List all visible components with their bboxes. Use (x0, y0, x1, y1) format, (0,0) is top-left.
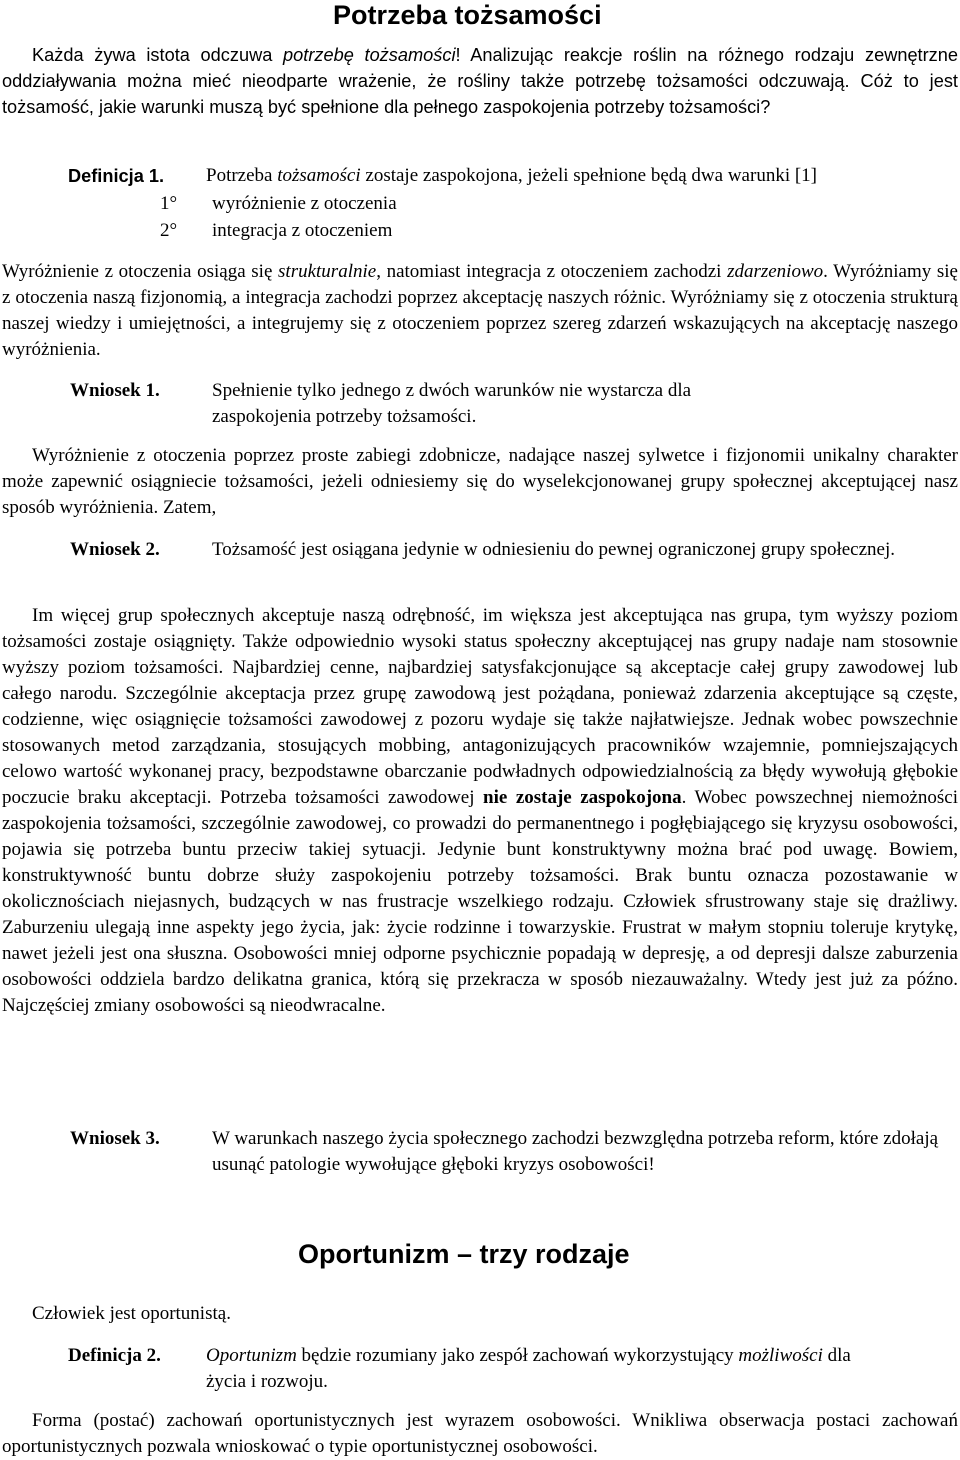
conclusion-1-label: Wniosek 1. (70, 380, 160, 401)
text-run: będzie rozumiany jako zespół zachowań wykorzystujący (296, 1345, 739, 1366)
definition-1-text (206, 163, 958, 189)
emphasis-text: zdarzeniowo (727, 261, 824, 282)
paragraph-opportunism-form (2, 1408, 958, 1460)
text-run: dla życia i rozwoju. (206, 1345, 851, 1392)
text-run: . Wyróżniamy się z otoczenia naszą fizjonomią, a integracja zachodzi poprzez akceptację naszych różnic. Wyróżniamy się z otoczenia strukturą naszej wiedzy i umiejętności, a integrujemy się z otoczeniem poprzez szereg zdarzeń wskazujących na akceptację naszego wyróżnienia. (2, 261, 958, 360)
section-title-identity: Potrzeba tożsamości (333, 0, 602, 30)
emphasis-text: Oportunizm (206, 1345, 297, 1366)
conclusion-2-text (212, 537, 952, 563)
definition-2-label: Definicja 2. (68, 1345, 161, 1366)
emphasis-text: możliwości (738, 1345, 823, 1366)
definition-1-label: Definicja 1. (68, 166, 165, 186)
text-run: , natomiast integracja z otoczeniem zachodzi (376, 261, 728, 282)
emphasis-text: tożsamości (277, 165, 361, 186)
text-run: Tożsamość jest osiągana jedynie w odniesieniu do pewnej ograniczonej grupy społecznej. (212, 539, 895, 560)
emphasis-text: potrzebę tożsamości (283, 45, 456, 65)
text-run: Im więcej grup społecznych akceptuje naszą odrębność, im większa jest akceptująca nas grupa, tym wyższy poziom tożsamości zostaje osiągnięty. Także odpowiednio wysoki status społeczny akceptującej nas grupy nadaje nam stosownie wyższy poziom tożsamości. Najbardziej cenne, najbardziej satysfakcjonujące są akceptacje całej grupy zawodowej lub całego narodu. Szczególnie akceptacja przez grupę zawodową jest pożądana, ponieważ zdarzenia akceptujące są częste, codzienne, więc osiągnięcie tożsamości zawodowej z pozoru wydaje się także najłatwiejsze. Jednak wobec powszechnie stosowanych metod zarządzania, stosujących mobbing, antagonizujących pracowników wzajemnie, pomniejszających celowo wartość wykonanej pracy, bezpodstawne obarczanie podwładnych odpowiedzialnością za błędy wywołują głębokie poczucie braku akceptacji. Potrzeba tożsamości zawodowej (2, 605, 958, 808)
definition-2-text (206, 1343, 866, 1395)
text-run: W warunkach naszego życia społecznego zachodzi bezwzględna potrzeba reform, które zdołają usunąć patologie wywołujące głęboki kryzys osobowości! (212, 1128, 939, 1175)
text-run: Forma (postać) zachowań oportunistycznych jest wyrazem osobowości. Wnikliwa obserwacja postaci zachowań oportunistycznych pozwala wnioskować o typie oportunistycznej osobowości. (2, 1410, 958, 1457)
intro-paragraph (2, 42, 958, 120)
opportunism-intro (32, 1301, 231, 1327)
text-run: Wyróżnienie z otoczenia osiąga się (2, 261, 279, 282)
list-item-number: 2° (160, 220, 178, 241)
text-run: . Wobec powszechnej niemożności zaspokojenia tożsamości, szczególnie zawodowej, co prowadzi do permanentnego i pogłębiającego się kryzysu osobowości, pojawia się potrzeba buntu przeciw takiej sytuacji. Jedynie bunt konstruktywny można brać pod uwagę. Bowiem, konstruktywność buntu dobrze służy zaspokojeniu potrzeby tożsamości. Brak buntu oznacza pozostawanie w okolicznościach niejasnych, budzących w nas frustracje wszelkiego rodzaju. Człowiek sfrustrowany staje się drażliwy. Zaburzeniu ulegają inne aspekty jego życia, jak: życie rodzinne i towarzyskie. Frustrat w małym stopniu toleruje krytykę, nawet jeżeli jest ona słuszna. Osobowości mniej odporne psychicznie popadają w depresję, a od depresji dalsze zaburzenia osobowości oddziela bardzo delikatna granica, którą się przekracza w sposób niezauważalny. Wtedy jest już za późno. Najczęściej zmiany osobowości są nieodwracalne. (2, 787, 958, 1016)
text-run: zostaje zaspokojona, jeżeli spełnione będą dwa warunki [1] (360, 165, 818, 186)
list-item-text: wyróżnienie z otoczenia (212, 193, 397, 214)
conclusion-2-label: Wniosek 2. (70, 539, 160, 560)
paragraph-professional-identity (2, 603, 958, 1019)
conclusion-3-label: Wniosek 3. (70, 1128, 160, 1149)
paragraph-distinction (2, 259, 958, 363)
list-item-number: 1° (160, 193, 178, 214)
section-title-opportunism: Oportunizm – trzy rodzaje (298, 1239, 630, 1269)
text-run: Człowiek jest oportunistą. (32, 1303, 231, 1324)
text-run: Spełnienie tylko jednego z dwóch warunków nie wystarcza dla zaspokojenia potrzeby tożsamości. (212, 380, 692, 427)
text-run: Każda żywa istota odczuwa (32, 45, 284, 65)
paragraph-decoration (2, 443, 958, 521)
bold-text: nie zostaje zaspokojona (483, 787, 682, 808)
conclusion-1-text (212, 378, 772, 430)
conclusion-3-text (212, 1126, 958, 1178)
list-item-text: integracja z otoczeniem (212, 220, 393, 241)
emphasis-text: strukturalnie (278, 261, 377, 282)
text-run: Wyróżnienie z otoczenia poprzez proste zabiegi zdobnicze, nadające naszej sylwetce i fizjonomii unikalny charakter może zapewnić osiągniecie tożsamości, jeżeli odniesiemy się do wyselekcjonowanej grupy społecznej akceptującej nasz sposób wyróżnienia. Zatem, (2, 445, 958, 518)
text-run: Potrzeba (206, 165, 278, 186)
text-run: ! Analizując reakcje roślin na różnego rodzaju zewnętrzne oddziaływania można mieć nieodparte wrażenie, że rośliny także potrzebę tożsamości odczuwają. Cóż to jest tożsamość, jakie warunki muszą być spełnione dla pełnego zaspokojenia potrzeby tożsamości? (2, 45, 958, 117)
